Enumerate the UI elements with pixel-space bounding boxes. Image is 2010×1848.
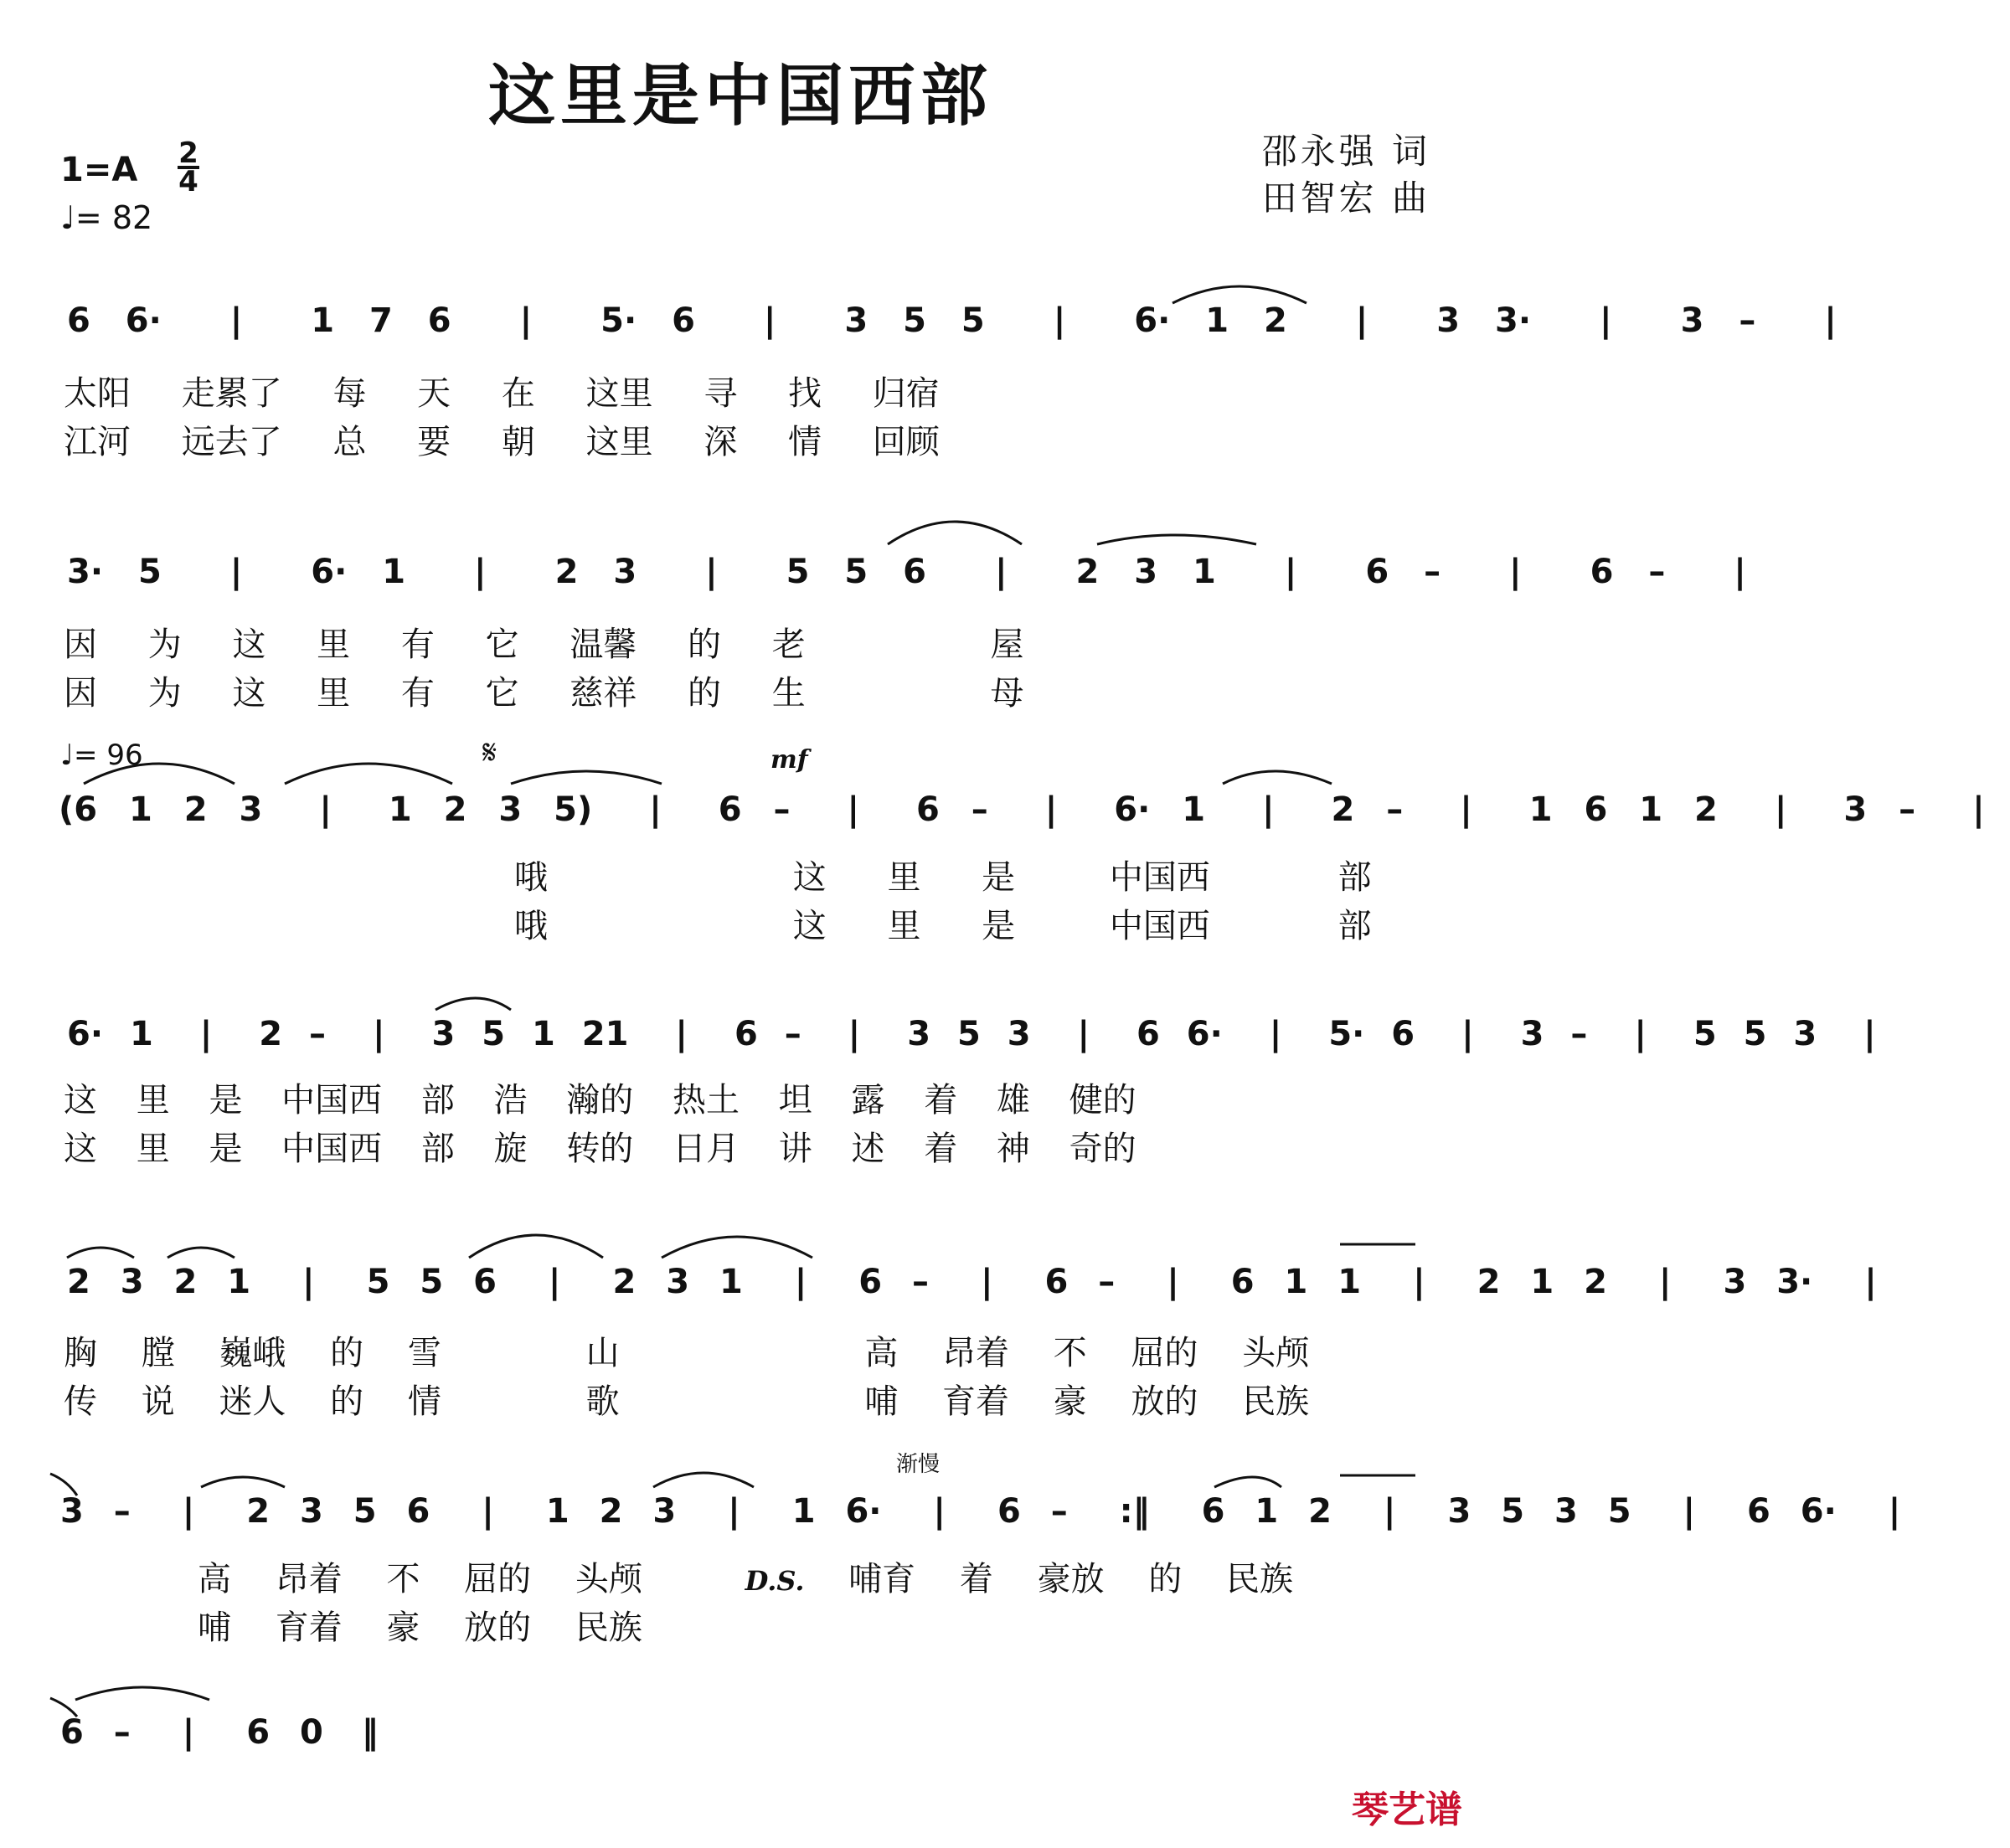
notes-row-1: 6 6· | 1 7 6 | 5· 6 | 3 5 5 | 6· 1 2 | 3 3· | 3 – | <box>67 301 1837 340</box>
lyrics-row-5-verse-2: 传 说 迷人 的 情 歌 哺 育着 豪 放的 民族 <box>64 1382 1310 1421</box>
lyrics-row-4-verse-1: 这 里 是 中国西 部 浩 瀚的 热土 坦 露 着 雄 健的 <box>64 1081 1136 1120</box>
lyrics-row-4-verse-2: 这 里 是 中国西 部 旋 转的 日月 讲 述 着 神 奇的 <box>64 1130 1136 1168</box>
notes-row-4: 6· 1 | 2 – | 3 5 1 21 | 6 – | 3 5 3 | 6 6· | 5· 6 | 3 – | 5 5 3 | <box>67 1015 1876 1053</box>
ds-marking: D.S. <box>745 1565 805 1597</box>
notes-row-7: 6 – | 6 0 ‖ <box>60 1713 379 1752</box>
song-title: 这里是中国西部 <box>488 56 992 135</box>
lyrics-row-1-verse-1: 太阳 走累了 每 天 在 这里 寻 找 归宿 <box>64 374 940 413</box>
lyricist-credit: 邵永强 词 <box>1261 131 1430 172</box>
notes-row-5: 2 3 2 1 | 5 5 6 | 2 3 1 | 6 – | 6 – | 6 1 1 | 2 1 2 | 3 3· | <box>67 1263 1877 1301</box>
qinyipu-logo: 琴艺谱 <box>1352 1789 1462 1831</box>
lyrics-row-2-verse-2: 因 为 这 里 有 它 慈祥 的 生 母 <box>64 674 1024 713</box>
lyrics-row-6-verse-2: 哺 育着 豪 放的 民族 <box>198 1609 642 1647</box>
tempo-96: ♩= 96 <box>60 739 143 772</box>
lyrics-row-5-verse-1: 胸 膛 巍峨 的 雪 山 高 昂着 不 屈的 头颅 <box>64 1334 1310 1372</box>
key-signature: 1=A <box>60 151 138 189</box>
notes-row-2: 3· 5 | 6· 1 | 2 3 | 5 5 6 | 2 3 1 | 6 – | 6 – | <box>67 553 1746 591</box>
notes-row-3: (6 1 2 3 | 1 2 3 5) | 6 – | 6 – | 6· 1 | 2 – | 1 6 1 2 | 3 – | <box>59 790 1985 829</box>
notes-row-6: 3 – | 2 3 5 6 | 1 2 3 | 1 6· | 6 – :‖ 6 1 2 | 3 5 3 5 | 6 6· | <box>60 1492 1901 1531</box>
composer-credit: 田智宏 曲 <box>1261 178 1430 219</box>
dynamic-mf: mf <box>770 745 808 775</box>
lyrics-row-2-verse-1: 因 为 这 里 有 它 温馨 的 老 屋 <box>64 625 1024 664</box>
tempo-marking: ♩= 82 <box>60 199 153 236</box>
lyrics-row-3-verse-1: 哦 这 里 是 中国西 部 <box>514 858 1372 897</box>
lyrics-row-1-verse-2: 江河 远去了 总 要 朝 这里 深 情 回顾 <box>64 423 940 461</box>
time-signature: 2 4 <box>178 136 198 198</box>
segno-sign: 𝄋 <box>482 734 497 772</box>
ritardando-marking: 渐慢 <box>896 1452 941 1477</box>
lyrics-row-3-verse-2: 哦 这 里 是 中国西 部 <box>514 907 1372 945</box>
lyrics-row-6-verse-1: 高 昂着 不 屈的 头颅 D.S. 哺育 着 豪放 的 民族 <box>198 1560 1294 1598</box>
